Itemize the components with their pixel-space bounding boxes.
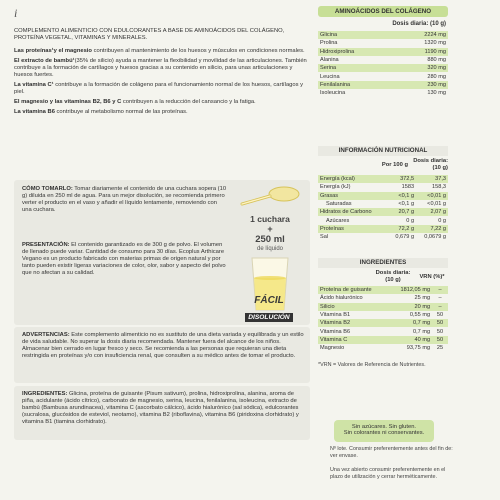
nutrition-row-name: Azúcares — [326, 217, 350, 224]
amino-row-name: Leucina — [320, 73, 340, 80]
ingredients-table — [318, 258, 448, 416]
dosage-liquid-label: de líquido — [256, 246, 284, 252]
amino-row — [318, 31, 448, 39]
dosage-plus-label: + — [267, 224, 273, 234]
ingredients-text: Glicina, proteína de guisante (Pisum sativum), prolina, hidroxiprolina, alanina, aroma de piña, acidulante (ácido cítrico), carbonato de magnesio, serina, leucina, fenilalanina, isoleucina, extracto de bambú (Bambusa arundinacea), vitamina C (ascorbato cálcico), ácido hialurónico (sal sódica), edulcorantes (sucralosa, glucósidos de esteviol, neotamo), vitamina B2 (riboflavina), vitamina B6 (piridoxina clorhidrato) y vitamina B1 (tiamina clorhidrato). — [22, 391, 299, 425]
ingredients-table-title: INGREDIENTES — [318, 258, 448, 268]
vrn-footnote: *VRN = Valores de Referencia de Nutrientes. — [318, 362, 426, 368]
once-opened-note — [330, 467, 454, 491]
nutrition-row — [318, 225, 448, 233]
nutrition-row-name: Energía (kcal) — [320, 176, 355, 183]
como-tomarlo-title: CÓMO TOMARLO: — [22, 186, 73, 192]
dosage-spoon-label: 1 cuchara — [250, 214, 290, 224]
ingredient-row-name: Silicio — [320, 303, 335, 310]
warnings-section — [14, 327, 310, 383]
spoon-icon — [234, 184, 306, 208]
intro-section — [14, 6, 310, 163]
nutrition-col-100g: Por 100 g — [381, 162, 408, 168]
amino-row-value: 230 mg — [427, 81, 446, 88]
ingredient-row — [318, 319, 448, 327]
amino-row — [318, 81, 448, 89]
ingredient-row — [318, 344, 448, 352]
amino-title: AMINOÁCIDOS DEL COLÁGENO — [318, 6, 448, 17]
nutrition-row-b: <0,01 g — [427, 192, 446, 199]
ingredient-row-a: 93,75 mg — [406, 345, 431, 352]
ingredients-section — [14, 386, 310, 440]
ingredient-row-b: 50 — [436, 312, 444, 319]
ingredient-row-a: 0,7 mg — [412, 328, 431, 335]
lote-text: Nº lote. Consumir preferentemente antes del fin de: ver envase. — [330, 446, 453, 459]
nutrition-row — [318, 208, 448, 216]
intro-heading: COMPLEMENTO ALIMENTICIO CON EDULCORANTES A BASE DE AMINOÁCIDOS DEL COLÁGENO, PROTEÍNA VEGETAL, VITAMINAS Y MINERALES. — [14, 28, 285, 41]
amino-rows — [318, 31, 448, 97]
amino-row — [318, 48, 448, 56]
amino-row-name: Isoleucina — [320, 90, 346, 97]
claim-vitc-label: La vitamina C¹ — [14, 82, 54, 88]
amino-row-name: Alanina — [320, 57, 339, 64]
ingredients-title: INGREDIENTES: — [22, 391, 68, 397]
nutrition-row-b: 2,07 g — [430, 209, 446, 216]
ingredient-row-name: Vitamina C — [320, 336, 348, 343]
ingredient-row-a: 0,55 mg — [409, 312, 431, 319]
easy-dissolution-badge — [238, 296, 300, 320]
amino-row-value: 280 mg — [427, 73, 446, 80]
ingredient-row-b: 50 — [436, 328, 444, 335]
ingredient-row — [318, 311, 448, 319]
ingredient-row-b: – — [438, 303, 442, 310]
nutrition-row-a: 72,2 g — [398, 225, 415, 232]
nutrition-row-a: <0,1 g — [398, 201, 415, 208]
claim-proteinas: contribuyen al mantenimiento de los huesos y músculos en condiciones normales. — [91, 48, 305, 54]
lote-note — [330, 446, 454, 462]
nutrition-row-b: <0,01 g — [427, 201, 446, 208]
ingredients-rows — [318, 286, 448, 352]
ingredients-col-vrn: VRN (%)* — [419, 274, 445, 280]
presentacion — [22, 242, 227, 277]
amino-row — [318, 56, 448, 64]
nutrition-row-name: Grasas — [320, 192, 339, 199]
amino-row-name: Serina — [320, 65, 337, 72]
amino-row-value: 130 mg — [427, 90, 446, 97]
ingredient-row-name: Vitamina B6 — [320, 328, 351, 335]
ingredient-row-name: Magnesio — [320, 345, 345, 352]
ingredient-row-name: Ácido hialurónico — [320, 295, 363, 302]
dosage-illustration — [234, 184, 306, 322]
ingredient-row-name: Proteína de guisante — [320, 287, 372, 294]
ingredient-row-a: 20 mg — [414, 303, 431, 310]
ingredient-row-a: 25 mg — [414, 295, 431, 302]
claim-magnesio: contribuyen a la reducción del cansancio y la fatiga. — [121, 99, 256, 105]
warnings-title: ADVERTENCIAS: — [22, 332, 70, 338]
ingredient-row-name: Vitamina B1 — [320, 312, 351, 319]
ingredients-col-dosis: Dosis diaria: (10 g) — [375, 270, 411, 283]
ingredient-row-b: 25 — [436, 345, 444, 352]
sin-azucares-badge — [334, 420, 434, 442]
amino-dosis-header: Dosis diaria: (10 g) — [392, 21, 446, 27]
claim-magnesio-label: El magnesio y las vitaminas B2, B6 y C — [14, 99, 122, 105]
ingredient-row-b: – — [438, 295, 442, 302]
amino-row-value: 2224 mg — [424, 32, 446, 39]
info-icon: i — [14, 6, 18, 20]
nutrition-row-name: Saturadas — [326, 201, 352, 208]
claim-b6-label: La vitamina B6 — [14, 109, 55, 115]
nutrition-row-b: 37,3 — [435, 176, 446, 183]
nutrition-row-b: 0 g — [438, 217, 446, 224]
sin-azucares-text: Sin azúcares. Sin gluten. — [351, 424, 417, 430]
nutrition-row — [318, 192, 448, 200]
nutrition-row-a: 372,5 — [400, 176, 415, 183]
nutrition-row — [318, 216, 448, 224]
nutrition-row — [318, 200, 448, 208]
claim-bambu: (35% de silicio) ayuda a mantener la flexibilidad y movilidad de las articulaciones. También contribuye a la formación de cartílagos y huesos gracias a su contenido en silicio, para unas articulaciones y huesos fuertes. — [14, 58, 307, 78]
nutrition-title: INFORMACIÓN NUTRICIONAL — [318, 146, 448, 156]
amino-row-name: Prolina — [320, 40, 338, 47]
presentacion-title: PRESENTACIÓN: — [22, 242, 70, 248]
amino-row-value: 880 mg — [427, 57, 446, 64]
how-to-section — [14, 180, 310, 325]
nutrition-row — [318, 175, 448, 183]
ingredient-row-b: 50 — [436, 320, 444, 327]
nutrition-row-name: Sal — [320, 234, 329, 241]
nutrition-row — [318, 233, 448, 241]
ingredient-row-b: – — [438, 287, 442, 294]
ingredient-row — [318, 327, 448, 335]
claim-bambu-label: El extracto de bambú¹ — [14, 58, 75, 64]
ingredient-row-b: 50 — [436, 336, 444, 343]
nutrition-row-b: 158,3 — [432, 184, 446, 191]
warnings-text: Este complemento alimenticio no es sustituto de una dieta variada y equilibrada y un estilo de vida saludable. No superar la dosis diaria recomendada. Mantener fuera del alcance de los niños. Almacenar bien cerrado en lugar fresco y seco. Se recomienda a las personas que requieran una dieta restringida en proteínas y/o con insuficiencia renal, que consulten a su médico antes de tomar el producto. — [22, 332, 304, 359]
amino-row-value: 320 mg — [427, 65, 446, 72]
ingredient-row-name: Vitamina B2 — [320, 320, 351, 327]
nutrition-row-name: Hidratos de Carbono — [320, 209, 372, 216]
ingredient-row — [318, 336, 448, 344]
ingredient-row-a: 1812,05 mg — [400, 287, 431, 294]
ingredient-row — [318, 303, 448, 311]
sin-colorantes-text: Sin colorantes ni conservantes. — [343, 430, 425, 436]
amino-row-name: Hidroxiprolina — [320, 48, 355, 55]
amino-row — [318, 39, 448, 47]
claim-proteinas-label: Las proteínas¹y el magnesio — [14, 48, 92, 54]
nutrition-row-name: Proteínas — [320, 225, 344, 232]
nutrition-row-a: 0,679 g — [395, 234, 415, 241]
ingredient-row-a: 0,7 mg — [412, 320, 431, 327]
nutrition-row-a: 20,7 g — [398, 209, 415, 216]
nutrition-rows — [318, 175, 448, 241]
amino-row — [318, 72, 448, 80]
nutrition-col-dosis: Dosis diaria: (10 g) — [413, 158, 448, 171]
como-tomarlo — [22, 186, 227, 214]
dosage-ml-label: 250 ml — [255, 234, 285, 245]
amino-row-value: 1320 mg — [424, 40, 446, 47]
nutrition-row-name: Energía (kJ) — [320, 184, 351, 191]
presentacion-text: El contenido garantizado es de 300 g de polvo. El volumen de llenado puede variar. Cantidad de consumo para 30 días. Ecoplus Arthicare Vegano es un producto fabricado con materias primas de origen natural y por tanto pueden existir ligeras variaciones de color, olor, sabor y aspecto del polvo que no afectan a su calidad. — [22, 242, 226, 276]
claim-b6: contribuye al metabolismo normal de las proteínas. — [54, 109, 188, 115]
ingredient-row-a: 40 mg — [414, 336, 431, 343]
disolucion-label: DISOLUCIÓN — [245, 313, 292, 322]
ingredient-row — [318, 294, 448, 302]
claim-vitc: contribuye a la formación de colágeno para el funcionamiento normal de los huesos, cartílagos y piel. — [14, 82, 304, 95]
amino-table — [318, 6, 448, 134]
amino-row-value: 1190 mg — [424, 48, 446, 55]
nutrition-row-a: <0,1 g — [398, 192, 415, 199]
amino-row-name: Glicina — [320, 32, 338, 39]
nutrition-row-b: 7,22 g — [430, 225, 446, 232]
nutrition-row — [318, 183, 448, 191]
nutrition-row-b: 0,0679 g — [424, 234, 446, 241]
como-tomarlo-text: Tomar diariamente el contenido de una cuchara sopera (10 g) diluida en 250 ml de agua. Para un mejor disolución, se recomienda primero verter el producto en el vaso y añadir el líquido lentamente, removiendo con una cuchara. — [22, 186, 227, 213]
nutrition-row-a: 1583 — [401, 184, 415, 191]
facil-label: FÁCIL — [254, 295, 284, 306]
nutrition-row-a: 0 g — [406, 217, 415, 224]
ingredient-row — [318, 286, 448, 294]
amino-row — [318, 89, 448, 97]
amino-row — [318, 64, 448, 72]
amino-row-name: Fenilalanina — [320, 81, 351, 88]
once-opened-text: Una vez abierto consumir preferentemente en el plazo de utilización y cerrar herméticamente. — [330, 467, 446, 480]
nutrition-table — [318, 146, 448, 254]
